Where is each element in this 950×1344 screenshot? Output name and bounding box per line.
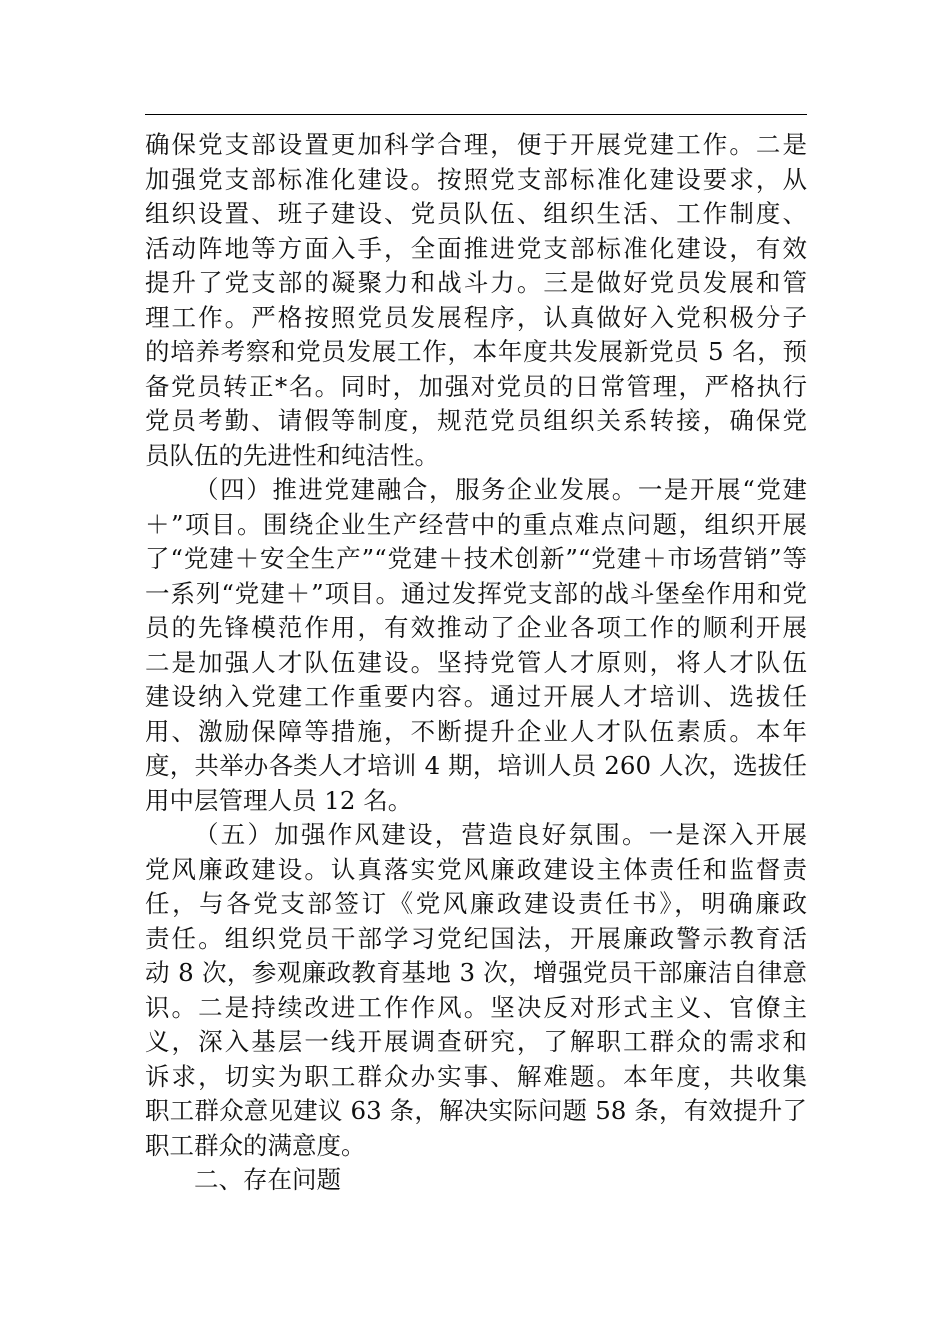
text-line: 加强党支部标准化建设。按照党支部标准化建设要求，从 bbox=[145, 164, 807, 194]
text-line: 员队伍的先进性和纯洁性。 bbox=[145, 440, 439, 470]
paragraph-section-five bbox=[145, 818, 807, 1163]
text-line: 职工群众的满意度。 bbox=[145, 1130, 366, 1160]
text-line: 度，共举办各类人才培训 4 期，培训人员 260 人次，选拔任 bbox=[145, 751, 807, 780]
text-line: 义，深入基层一线开展调查研究，了解职工群众的需求和 bbox=[145, 1027, 807, 1056]
text-line: 党风廉政建设。认真落实党风廉政建设主体责任和监督责 bbox=[145, 854, 807, 884]
header-rule bbox=[145, 114, 807, 115]
text-line: 用、激励保障等措施，不断提升企业人才队伍素质。本年 bbox=[145, 716, 807, 746]
text-line: 诉求，切实为职工群众办实事、解难题。本年度，共收集 bbox=[145, 1061, 807, 1091]
text-line: 组织设置、班子建设、党员队伍、组织生活、工作制度、 bbox=[145, 199, 807, 228]
text-line: 提升了党支部的凝聚力和战斗力。三是做好党员发展和管 bbox=[145, 268, 807, 297]
text-line: 用中层管理人员 12 名。 bbox=[145, 785, 413, 815]
text-line: 任，与各党支部签订《党风廉政建设责任书》，明确廉政 bbox=[145, 889, 807, 918]
text-line: 活动阵地等方面入手，全面推进党支部标准化建设，有效 bbox=[145, 233, 807, 263]
text-line: 党员考勤、请假等制度，规范党员组织关系转接，确保党 bbox=[145, 406, 807, 435]
text-line: 建设纳入党建工作重要内容。通过开展人才培训、选拔任 bbox=[145, 682, 807, 711]
text-line: 的培养考察和党员发展工作，本年度共发展新党员 5 名，预 bbox=[145, 337, 807, 366]
text-line: 了“党建＋安全生产”“党建＋技术创新”“党建＋市场营销”等 bbox=[145, 544, 807, 573]
paragraph-section-four bbox=[145, 473, 807, 818]
paragraph-continued bbox=[145, 128, 807, 473]
text-line: 二是加强人才队伍建设。坚持党管人才原则，将人才队伍 bbox=[145, 647, 807, 677]
text-line: ＋”项目。围绕企业生产经营中的重点难点问题，组织开展 bbox=[145, 509, 807, 539]
text-line: 识。二是持续改进工作作风。坚决反对形式主义、官僚主 bbox=[145, 992, 807, 1022]
text-line: 备党员转正*名。同时，加强对党员的日常管理，严格执行 bbox=[145, 371, 807, 401]
text-line: 职工群众意见建议 63 条，解决实际问题 58 条，有效提升了 bbox=[145, 1096, 807, 1125]
text-line: 确保党支部设置更加科学合理，便于开展党建工作。二是 bbox=[145, 130, 807, 159]
document-body bbox=[145, 128, 807, 1198]
text-line: 员的先锋模范作用，有效推动了企业各项工作的顺利开展 bbox=[145, 613, 807, 642]
text-line: 责任。组织党员干部学习党纪国法，开展廉政警示教育活 bbox=[145, 923, 807, 953]
text-line: 动 8 次，参观廉政教育基地 3 次，增强党员干部廉洁自律意 bbox=[145, 958, 807, 987]
text-line: （五）加强作风建设，营造良好氛围。一是深入开展 bbox=[194, 820, 807, 849]
text-line: 理工作。严格按照党员发展程序，认真做好入党积极分子 bbox=[145, 302, 807, 332]
section-heading: 二、存在问题 bbox=[194, 1165, 341, 1194]
text-line: 一系列“党建＋”项目。通过发挥党支部的战斗堡垒作用和党 bbox=[145, 578, 807, 608]
text-line: （四）推进党建融合，服务企业发展。一是开展“党建 bbox=[194, 475, 807, 504]
